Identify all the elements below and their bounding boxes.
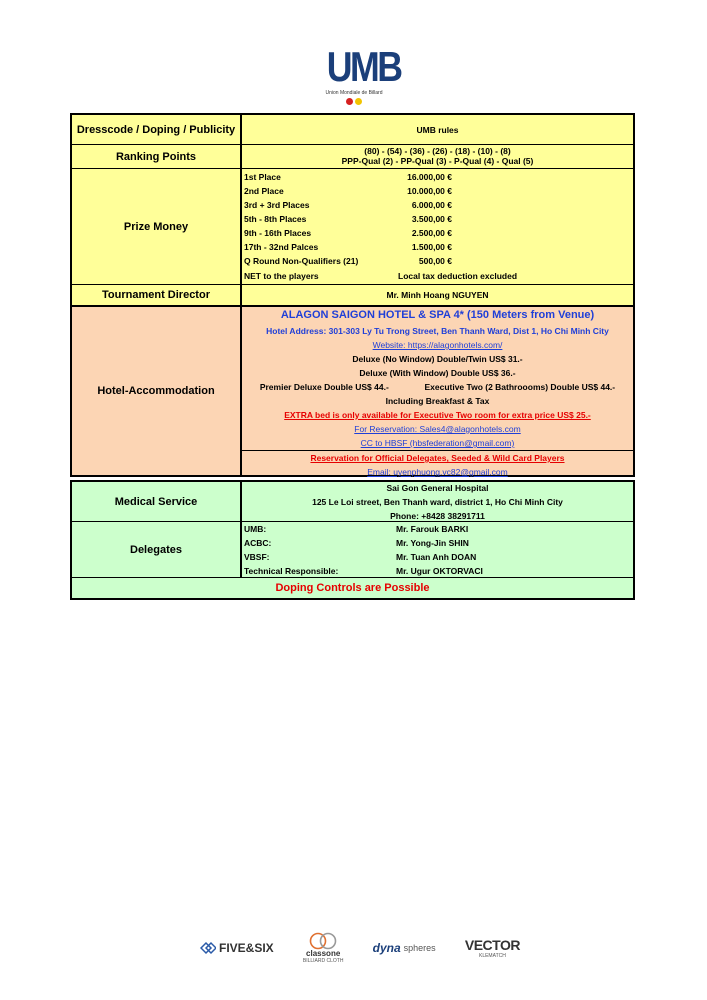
dresscode-value: UMB rules (416, 124, 459, 135)
prize-item (242, 226, 633, 240)
prize-amount: 3.500,00 € (411, 214, 452, 224)
sponsor-classone (303, 932, 344, 964)
hotel-official-email-link[interactable]: Email: uyenphuong.vc82@gmail.com (367, 467, 508, 477)
delegate-org: ACBC: (244, 538, 272, 548)
delegate-name: Mr. Ugur OKTORVACI (396, 566, 483, 576)
classone-subtext: BILLIARD CLOTH (302, 958, 344, 964)
umb-logo (322, 43, 401, 108)
hotel-official-reservation: Reservation for Official Delegates, Seeded & Wild Card Players (242, 450, 633, 465)
delegate-org: VBSF: (244, 552, 270, 562)
medical-hospital: Sai Gon General Hospital (386, 482, 489, 493)
hotel-room-premier-exec (242, 380, 633, 394)
classone-rings-icon (306, 932, 340, 950)
sponsor-five-six (200, 941, 274, 955)
prize-amount: 16.000,00 € (407, 172, 452, 182)
prize-item (242, 254, 633, 268)
prize-place: 5th - 8th Places (244, 214, 307, 224)
classone-text: classone (306, 949, 341, 958)
delegate-item (242, 550, 633, 564)
sponsor-bar (200, 928, 520, 968)
hotel-reservation-link[interactable]: For Reservation: Sales4@alagonhotels.com (354, 424, 521, 434)
hotel-room-deluxe-no-window: Deluxe (No Window) Double/Twin US$ 31.- (352, 354, 523, 364)
delegate-org: UMB: (244, 524, 267, 534)
hotel-website-link[interactable]: Website: https://alagonhotels.com/ (372, 340, 503, 350)
dyna-text: dyna (372, 941, 401, 955)
vector-subtext: KLEMATCH (478, 953, 506, 959)
prize-item (242, 240, 633, 254)
hotel-room-premier: Premier Deluxe Double US$ 44.- (259, 382, 389, 392)
director-row (70, 285, 635, 307)
logo-balls (322, 98, 386, 105)
five-six-text: FIVE&SIX (219, 941, 274, 955)
hotel-room-executive: Executive Two (2 Bathroooms) Double US$ 44.- (424, 382, 616, 392)
dresscode-label: Dresscode / Doping / Publicity (72, 115, 242, 144)
prize-net-value: Local tax deduction excluded (398, 271, 518, 281)
hotel-name: ALAGON SAIGON HOTEL & SPA 4* (150 Meters from Venue) (280, 309, 595, 321)
doping-row (70, 578, 635, 600)
hotel-included: Including Breakfast & Tax (385, 396, 490, 406)
hotel-extra-bed-note: EXTRA bed is only available for Executive Two room for extra price US$ 25.- (284, 410, 591, 420)
prize-net-item (242, 268, 633, 284)
delegates-label: Delegates (72, 522, 242, 577)
yellow-ball-icon (355, 98, 362, 105)
hotel-room-deluxe-window: Deluxe (With Window) Double US$ 36.- (359, 368, 516, 378)
ranking-points-line: (80) - (54) - (36) - (26) - (18) - (10) - (8) (364, 146, 511, 156)
prize-label: Prize Money (72, 169, 242, 284)
vector-text: VECTOR (464, 937, 520, 953)
medical-row (70, 480, 635, 522)
tournament-info-table (70, 113, 635, 600)
sponsor-vector (465, 937, 520, 959)
prize-amount: 500,00 € (418, 256, 452, 266)
umb-logo-mark: UMB (326, 43, 401, 90)
ranking-label: Ranking Points (72, 145, 242, 168)
umb-logo-tagline: Union Mondiale de Billard (325, 90, 383, 96)
ranking-qual-line: PPP-Qual (2) - PP-Qual (3) - P-Qual (4) - Qual (5) (341, 156, 534, 166)
doping-notice: Doping Controls are Possible (275, 582, 430, 594)
prize-place: 1st Place (244, 172, 281, 182)
director-label: Tournament Director (72, 285, 242, 305)
prize-place: 17th - 32nd Palces (244, 242, 319, 252)
prize-item (242, 170, 633, 184)
dresscode-row (70, 113, 635, 145)
delegates-row (70, 522, 635, 578)
prize-amount: 6.000,00 € (411, 200, 452, 210)
hotel-row (70, 307, 635, 477)
prize-place: 9th - 16th Places (244, 228, 312, 238)
prize-item (242, 212, 633, 226)
medical-phone: Phone: +8428 38291711 (390, 510, 485, 521)
prize-item (242, 198, 633, 212)
sponsor-dynaspheres (373, 941, 436, 955)
prize-amount: 10.000,00 € (407, 186, 452, 196)
prize-row (70, 169, 635, 285)
medical-address: 125 Le Loi street, Ben Thanh ward, district 1, Ho Chi Minh City (312, 496, 563, 507)
hotel-address: Hotel Address: 301-303 Ly Tu Trong Street, Ben Thanh Ward, Dist 1, Ho Chi Minh City (266, 326, 609, 336)
delegate-name: Mr. Yong-Jin SHIN (396, 538, 469, 548)
hotel-cc-link[interactable]: CC to HBSF (hbsfederation@gmail.com) (360, 438, 515, 448)
delegate-item (242, 536, 633, 550)
delegate-org: Technical Responsible: (244, 566, 339, 576)
prize-amount: 2.500,00 € (411, 228, 452, 238)
prize-item (242, 184, 633, 198)
delegate-item (242, 564, 633, 578)
delegate-name: Mr. Farouk BARKI (396, 524, 469, 534)
prize-place: Q Round Non-Qualifiers (21) (244, 256, 359, 266)
prize-place: 3rd + 3rd Places (244, 200, 310, 210)
prize-amount: 1.500,00 € (411, 242, 452, 252)
prize-net-label: NET to the players (244, 271, 319, 281)
director-value: Mr. Minh Hoang NGUYEN (386, 290, 489, 300)
delegate-name: Mr. Tuan Anh DOAN (396, 552, 477, 562)
five-six-icon (200, 941, 216, 955)
red-ball-icon (346, 98, 353, 105)
medical-label: Medical Service (72, 482, 242, 521)
delegate-item (242, 522, 633, 536)
ranking-row (70, 145, 635, 169)
dyna-suffix-text: spheres (403, 943, 436, 953)
hotel-label: Hotel-Accommodation (72, 307, 242, 475)
prize-place: 2nd Place (244, 186, 284, 196)
